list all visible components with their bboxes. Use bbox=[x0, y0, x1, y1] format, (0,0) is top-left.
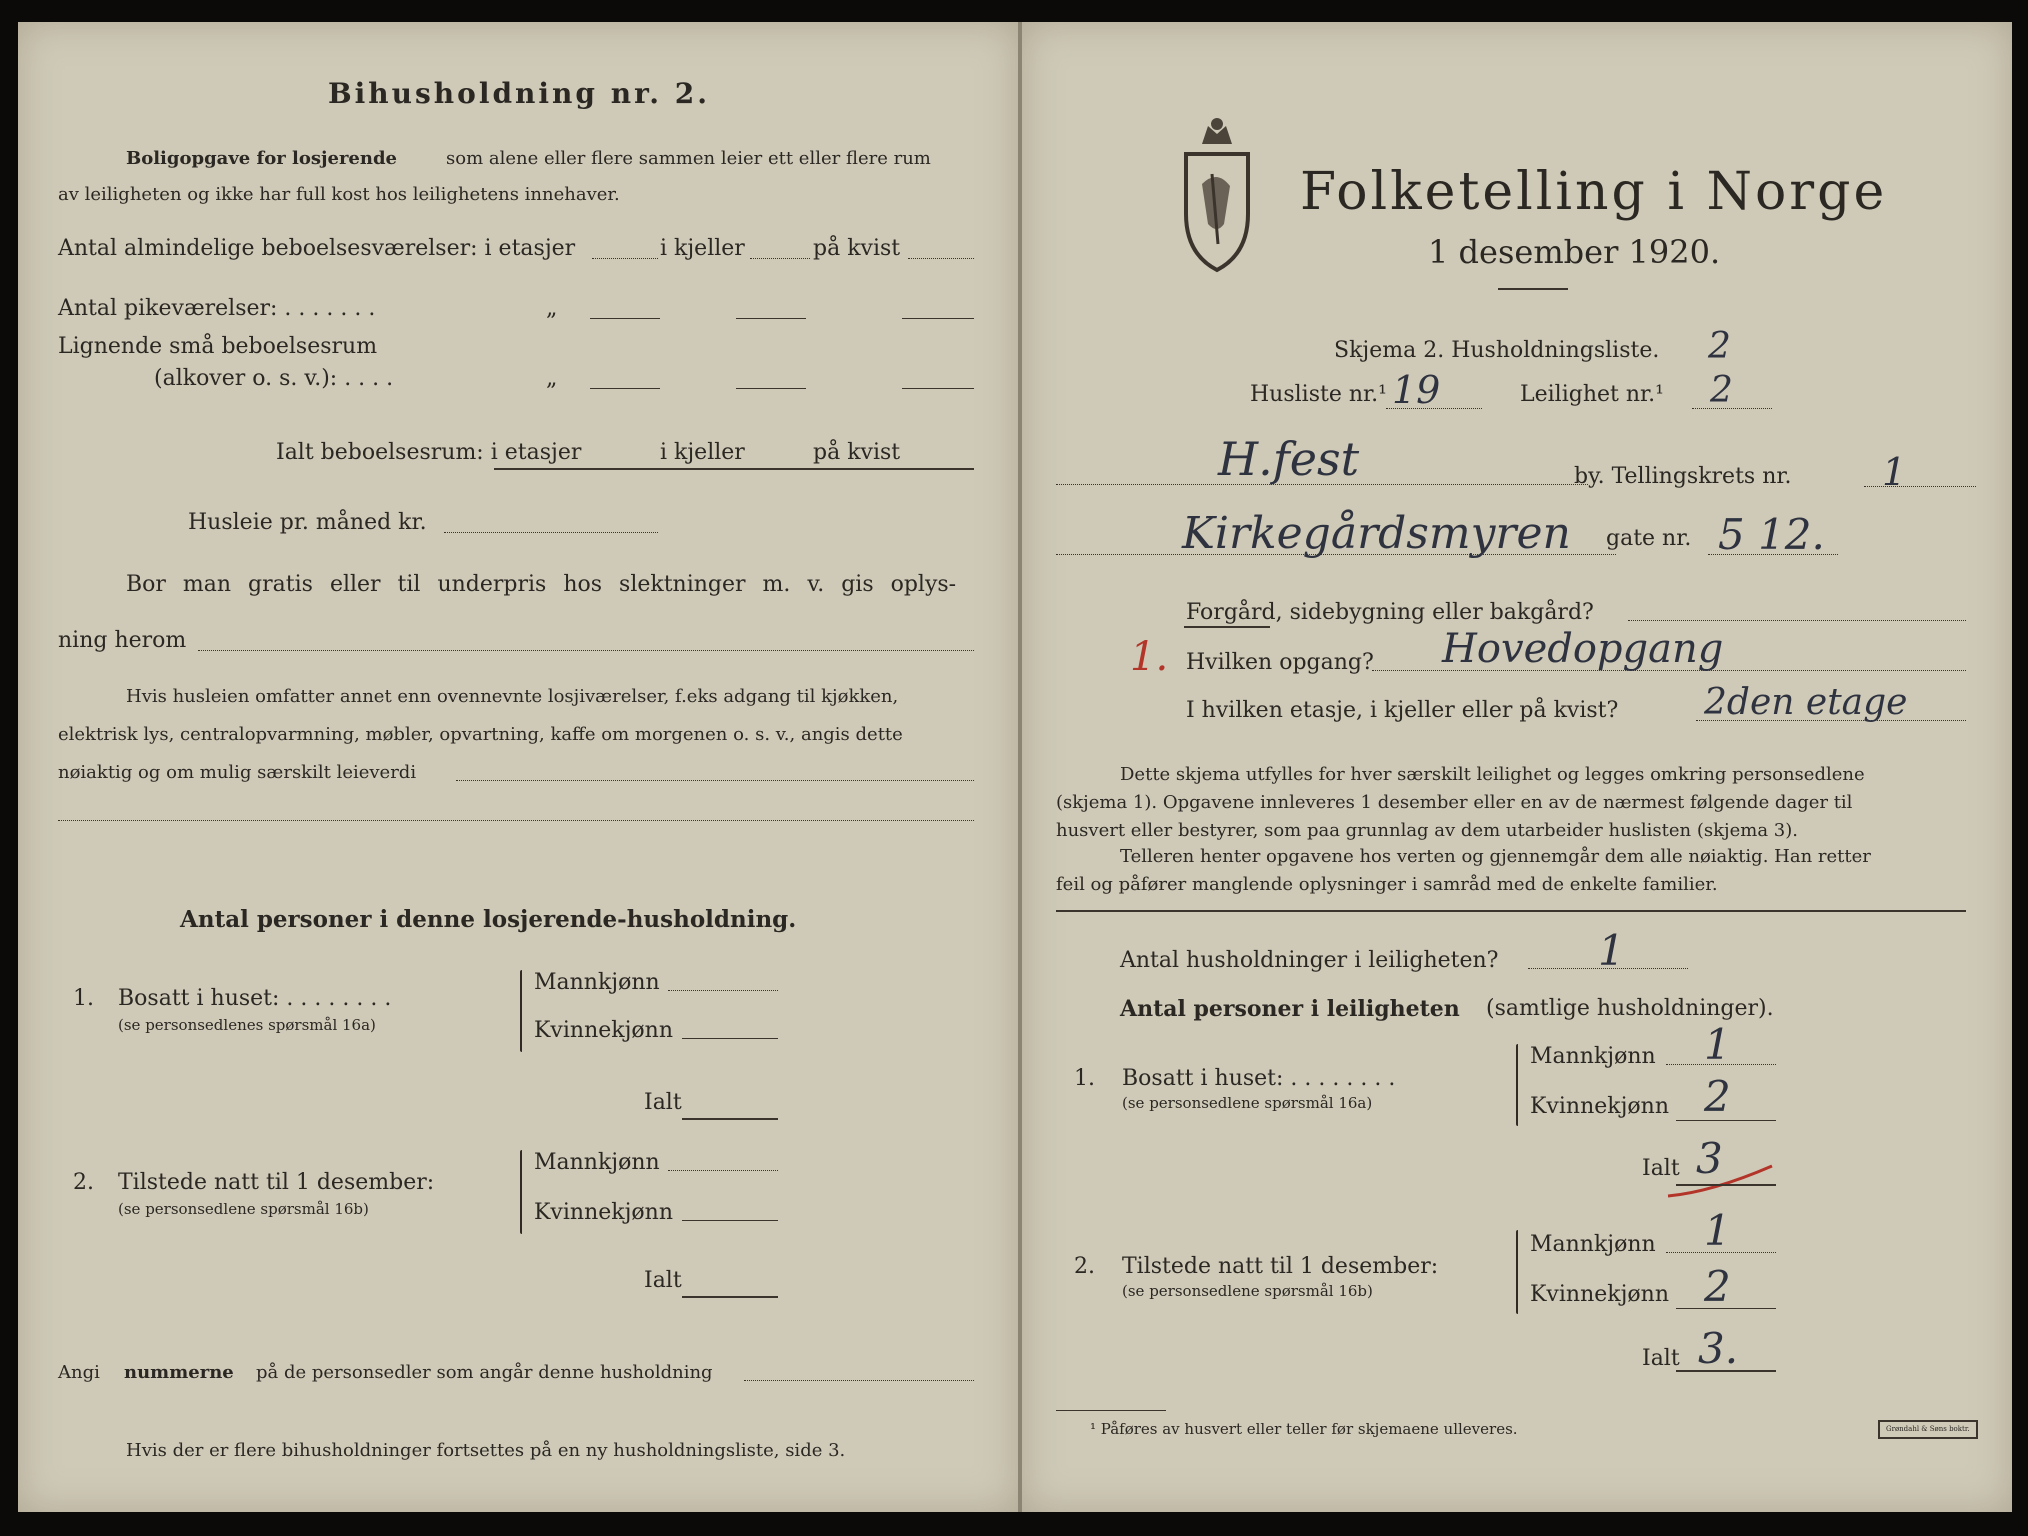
street-value[interactable]: Kirkegårdsmyren bbox=[1182, 508, 1571, 559]
instruction-line4: Telleren henter opgavene hos verten og gjennemgår dem alle nøiaktig. Han retter bbox=[1120, 846, 1871, 867]
instruction-line2: (skjema 1). Opgavene innleveres 1 desember eller en av de nærmest følgende dager til bbox=[1056, 792, 1853, 813]
ialt-kjeller-label: i kjeller bbox=[660, 440, 745, 465]
ialt-rooms-label: Ialt beboelsesrum: i etasjer bbox=[276, 440, 582, 465]
left-q1-ialt-field[interactable] bbox=[682, 1118, 778, 1120]
intro-line2: av leiligheten og ikke har full kost hos leilighetens innehaver. bbox=[58, 184, 620, 205]
left-page bbox=[18, 22, 1018, 1512]
right-q2-kvinne-field bbox=[1676, 1308, 1776, 1309]
alkover-etasjer-field[interactable] bbox=[590, 388, 660, 389]
etasje-value[interactable]: 2den etage bbox=[1704, 682, 1908, 723]
left-q1-brace bbox=[520, 970, 522, 1052]
rooms-kjeller-label: i kjeller bbox=[660, 236, 745, 261]
right-q2-mann-label: Mannkjønn bbox=[1530, 1232, 1656, 1257]
instruction-line5: feil og påfører manglende oplysninger i samråd med de enkelte familier. bbox=[1056, 874, 1718, 895]
pike-kvist-field[interactable] bbox=[902, 318, 974, 319]
husliste-label: Husliste nr.¹ bbox=[1250, 382, 1387, 407]
left-q1-kvinne-field[interactable] bbox=[682, 1038, 778, 1039]
right-q2-kvinne-value[interactable]: 2 bbox=[1704, 1262, 1731, 1311]
alkover-label: (alkover o. s. v.): . . . . bbox=[154, 366, 394, 391]
right-q1-num: 1. bbox=[1074, 1066, 1095, 1091]
persons-heading-rest: (samtlige husholdninger). bbox=[1486, 996, 1774, 1021]
left-q1-sub: (se personsedlenes spørsmål 16a) bbox=[118, 1016, 376, 1034]
by-krets-label: by. Tellingskrets nr. bbox=[1574, 464, 1792, 489]
hush-label: Antal husholdninger i leiligheten? bbox=[1120, 948, 1499, 973]
instruction-line3: husvert eller bestyrer, som paa grunnlag av dem utarbeider huslisten (skjema 3). bbox=[1056, 820, 1798, 841]
forgard-field[interactable] bbox=[1628, 620, 1966, 621]
ialt-rooms-underline bbox=[494, 468, 974, 470]
left-q1-mann-field[interactable] bbox=[668, 990, 778, 991]
right-q1-kvinne-value[interactable]: 2 bbox=[1704, 1072, 1731, 1121]
gate-field bbox=[1708, 554, 1838, 555]
printer-stamp: Grøndahl & Søns boktr. bbox=[1878, 1420, 1978, 1439]
left-q1-mann-label: Mannkjønn bbox=[534, 970, 660, 995]
right-q2-ialt-value[interactable]: 3. bbox=[1698, 1324, 1739, 1373]
rooms-etasjer-field[interactable] bbox=[592, 258, 658, 259]
hvis-line3: nøiaktig og om mulig særskilt leieverdi bbox=[58, 762, 417, 783]
opgang-value[interactable]: Hovedopgang bbox=[1442, 626, 1724, 672]
left-q2-num: 2. bbox=[73, 1170, 94, 1195]
angi-pre: Angi bbox=[58, 1362, 100, 1383]
gratis-line1: Bor man gratis eller til underpris hos slektninger m. v. gis oplys- bbox=[126, 572, 957, 597]
right-q2-ialt-field bbox=[1676, 1370, 1776, 1372]
gate-label: gate nr. bbox=[1606, 526, 1692, 551]
small-rooms-label: Lignende små beboelsesrum bbox=[58, 334, 378, 359]
opgang-field bbox=[1372, 670, 1966, 671]
title-rule bbox=[1498, 288, 1568, 290]
right-q2-label: Tilstede natt til 1 desember: bbox=[1122, 1254, 1439, 1279]
opgang-number: 1. bbox=[1130, 634, 1169, 680]
forgard-underline bbox=[1184, 626, 1270, 628]
left-q2-ialt-field[interactable] bbox=[682, 1296, 778, 1298]
right-q2-sub: (se personsedlene spørsmål 16b) bbox=[1122, 1282, 1373, 1300]
pike-label: Antal pikeværelser: . . . . . . . bbox=[58, 296, 376, 321]
rooms-kvist-field[interactable] bbox=[908, 258, 974, 259]
city-value[interactable]: H.fest bbox=[1218, 432, 1360, 486]
left-q2-label: Tilstede natt til 1 desember: bbox=[118, 1170, 435, 1195]
persons-heading-bold: Antal personer i leiligheten bbox=[1120, 996, 1460, 1022]
husliste-value[interactable]: 19 bbox=[1392, 368, 1441, 412]
husliste-field bbox=[1386, 408, 1482, 409]
right-q1-kvinne-label: Kvinnekjønn bbox=[1530, 1094, 1669, 1119]
pike-ditto-1: „ bbox=[546, 296, 558, 321]
left-q2-sub: (se personsedlene spørsmål 16b) bbox=[118, 1200, 369, 1218]
angi-bold: nummerne bbox=[124, 1362, 234, 1383]
left-q2-kvinne-field[interactable] bbox=[682, 1220, 778, 1221]
left-q1-num: 1. bbox=[73, 986, 94, 1011]
rooms-kvist-label: på kvist bbox=[813, 236, 901, 261]
alkover-ditto-1: „ bbox=[546, 366, 558, 391]
instruction-rule bbox=[1056, 910, 1966, 912]
left-q1-ialt-label: Ialt bbox=[644, 1090, 682, 1115]
right-q2-num: 2. bbox=[1074, 1254, 1095, 1279]
right-q2-mann-value[interactable]: 1 bbox=[1704, 1206, 1731, 1255]
etasje-field bbox=[1696, 720, 1966, 721]
left-q2-brace bbox=[520, 1150, 522, 1234]
right-q1-ialt-label: Ialt bbox=[1642, 1156, 1680, 1181]
persons-heading: Antal personer i denne losjerende-husholdning. bbox=[180, 906, 797, 933]
right-q1-sub: (se personsedlene spørsmål 16a) bbox=[1122, 1094, 1373, 1112]
bihusholdning-title: Bihusholdning nr. 2. bbox=[328, 77, 710, 110]
alkover-kjeller-field[interactable] bbox=[736, 388, 806, 389]
main-title: Folketelling i Norge bbox=[1300, 162, 1888, 222]
left-q1-label: Bosatt i huset: . . . . . . . . bbox=[118, 986, 392, 1011]
rooms-label: Antal almindelige beboelsesværelser: i etasjer bbox=[58, 236, 576, 261]
right-q1-mann-label: Mannkjønn bbox=[1530, 1044, 1656, 1069]
gratis-line2: ning herom bbox=[58, 628, 187, 653]
right-q1-mann-value[interactable]: 1 bbox=[1704, 1020, 1731, 1069]
angi-field[interactable] bbox=[744, 1380, 974, 1381]
right-q1-brace bbox=[1516, 1044, 1518, 1126]
gate-value[interactable]: 5 12. bbox=[1718, 510, 1825, 559]
right-q1-mann-field bbox=[1666, 1064, 1776, 1065]
forgard-label: Forgård, sidebygning eller bakgård? bbox=[1186, 600, 1594, 625]
ialt-kvist-label: på kvist bbox=[813, 440, 901, 465]
etasje-label: I hvilken etasje, i kjeller eller på kvist? bbox=[1186, 698, 1619, 723]
ialt-correction-stroke bbox=[1662, 1162, 1782, 1202]
skjema-value[interactable]: 2 bbox=[1708, 326, 1731, 367]
right-page bbox=[1022, 22, 2012, 1512]
gratis-field[interactable] bbox=[198, 650, 974, 651]
street-field bbox=[1056, 554, 1616, 555]
coat-of-arms-icon bbox=[1172, 114, 1262, 274]
alkover-kvist-field[interactable] bbox=[902, 388, 974, 389]
right-q1-kvinne-field bbox=[1676, 1120, 1776, 1121]
intro-rest: som alene eller flere sammen leier ett eller flere rum bbox=[446, 148, 931, 169]
husleie-field[interactable] bbox=[444, 532, 658, 533]
skjema-label: Skjema 2. Husholdningsliste. bbox=[1334, 338, 1660, 363]
left-footer: Hvis der er flere bihusholdninger fortsettes på en ny husholdningsliste, side 3. bbox=[126, 1440, 846, 1461]
leilighet-field bbox=[1692, 408, 1772, 409]
hush-value[interactable]: 1 bbox=[1598, 926, 1625, 975]
intro-bold: Boligopgave for losjerende bbox=[126, 148, 398, 169]
krets-value[interactable]: 1 bbox=[1882, 450, 1907, 494]
right-q2-ialt-label: Ialt bbox=[1642, 1346, 1680, 1371]
hush-field bbox=[1528, 968, 1688, 969]
left-q2-mann-field[interactable] bbox=[668, 1170, 778, 1171]
hvis-line1: Hvis husleien omfatter annet enn ovennevnte losjiværelser, f.eks adgang til kjøkken, bbox=[126, 686, 899, 707]
hvis-line2: elektrisk lys, centralopvarmning, møbler, opvartning, kaffe om morgenen o. s. v., angis dette bbox=[58, 724, 903, 745]
krets-field bbox=[1864, 486, 1976, 487]
opgang-label: Hvilken opgang? bbox=[1186, 650, 1374, 675]
angi-rest: på de personsedler som angår denne husholdning bbox=[256, 1362, 713, 1383]
left-q2-kvinne-label: Kvinnekjønn bbox=[534, 1200, 673, 1225]
footnote-rule bbox=[1056, 1410, 1166, 1411]
leilighet-label: Leilighet nr.¹ bbox=[1520, 382, 1664, 407]
right-q2-kvinne-label: Kvinnekjønn bbox=[1530, 1282, 1669, 1307]
pike-etasjer-field[interactable] bbox=[590, 318, 660, 319]
husleie-label: Husleie pr. måned kr. bbox=[188, 510, 427, 535]
census-date: 1 desember 1920. bbox=[1428, 233, 1721, 271]
city-field bbox=[1056, 484, 1588, 485]
left-q1-kvinne-label: Kvinnekjønn bbox=[534, 1018, 673, 1043]
right-q1-ialt-value[interactable]: 3 bbox=[1696, 1134, 1723, 1183]
rooms-kjeller-field[interactable] bbox=[750, 258, 810, 259]
footnote: ¹ Påføres av husvert eller teller før skjemaene ulleveres. bbox=[1090, 1420, 1518, 1438]
right-q2-brace bbox=[1516, 1230, 1518, 1314]
right-q1-ialt-field bbox=[1676, 1184, 1776, 1186]
leieverdi-field-2[interactable] bbox=[58, 820, 974, 821]
pike-kjeller-field[interactable] bbox=[736, 318, 806, 319]
instruction-line1: Dette skjema utfylles for hver særskilt leilighet og legges omkring personsedlene bbox=[1120, 764, 1865, 785]
leieverdi-field[interactable] bbox=[456, 780, 974, 781]
left-q2-ialt-label: Ialt bbox=[644, 1268, 682, 1293]
right-q2-mann-field bbox=[1666, 1252, 1776, 1253]
left-q2-mann-label: Mannkjønn bbox=[534, 1150, 660, 1175]
leilighet-value[interactable]: 2 bbox=[1710, 370, 1733, 411]
right-q1-label: Bosatt i huset: . . . . . . . . bbox=[1122, 1066, 1396, 1091]
